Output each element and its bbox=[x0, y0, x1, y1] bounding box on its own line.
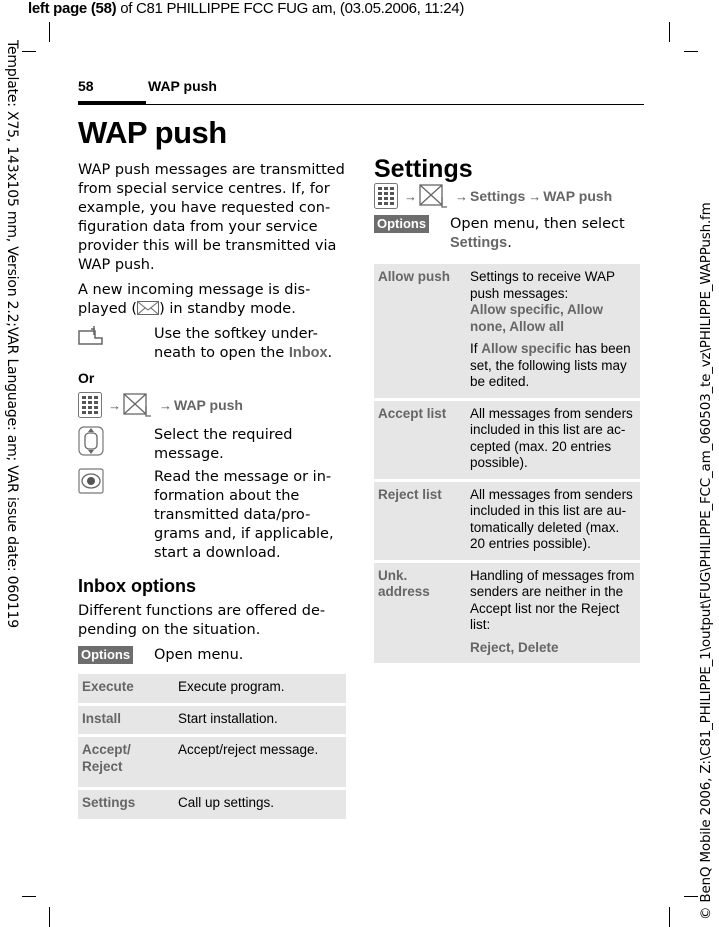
table-row[interactable] bbox=[374, 482, 640, 560]
margin-template-text: Template: X75, 143x105 mm, Version 2.2;VAR Language: am; VAR issue date: 060119 bbox=[4, 40, 20, 628]
option-value: Call up settings. bbox=[174, 790, 346, 819]
arrow-icon: → bbox=[159, 397, 172, 413]
navigation-key-icon bbox=[78, 426, 104, 456]
setting-value: All messages from senders included in this list are ac-cepted (max. 20 entries possible). bbox=[466, 401, 640, 479]
crop-mark bbox=[49, 907, 50, 927]
setting-key: Accept list bbox=[374, 401, 466, 479]
options-softkey[interactable]: Options bbox=[78, 646, 133, 664]
or-label: Or bbox=[78, 370, 95, 386]
text: has been set, the following lists may be edited. bbox=[470, 341, 631, 389]
crop-mark bbox=[49, 22, 50, 42]
crop-mark bbox=[684, 51, 698, 52]
table-row[interactable] bbox=[374, 401, 640, 479]
text: . bbox=[507, 235, 512, 251]
print-header bbox=[28, 0, 464, 17]
inbox-options-table bbox=[78, 671, 346, 822]
settings-table bbox=[374, 261, 640, 666]
menu-grid-icon bbox=[374, 183, 398, 209]
inbox-link-text: Inbox bbox=[288, 345, 328, 361]
options-softkey[interactable]: Options bbox=[374, 215, 429, 233]
header-rule bbox=[146, 104, 644, 105]
setting-value: All messages from senders included in this list are au-tomatically deleted (max. 20 entries possible). bbox=[466, 482, 640, 560]
page-title: WAP push bbox=[78, 115, 227, 150]
crop-mark bbox=[22, 51, 36, 52]
print-header-page: left page (58) bbox=[28, 0, 117, 17]
softkey-step bbox=[78, 325, 348, 363]
table-row[interactable] bbox=[78, 674, 346, 703]
text: Allow specific bbox=[481, 341, 572, 356]
right-column bbox=[374, 155, 642, 666]
text: Use the softkey under-neath to open the bbox=[154, 326, 318, 361]
option-value: Accept/reject message. bbox=[174, 737, 346, 787]
text: Open menu, then select bbox=[450, 216, 625, 232]
table-row[interactable] bbox=[78, 706, 346, 735]
message-icon bbox=[419, 183, 449, 209]
path-step: Settings bbox=[470, 187, 526, 204]
new-message-paragraph bbox=[78, 281, 348, 319]
settings-menu-path bbox=[374, 183, 642, 209]
step-text: Select the required message. bbox=[154, 427, 293, 462]
table-row[interactable] bbox=[78, 737, 346, 787]
text: ) in standby mode. bbox=[159, 301, 296, 317]
crop-mark bbox=[669, 907, 670, 927]
text: Settings to receive WAP push messages: bbox=[470, 269, 615, 301]
text: If bbox=[470, 341, 482, 356]
envelope-icon bbox=[137, 301, 159, 315]
setting-key: Unk. address bbox=[374, 563, 466, 664]
text: . bbox=[327, 345, 333, 361]
text: A new incoming message is dis-played ( bbox=[78, 282, 311, 317]
intro-paragraph: WAP push messages are transmitted from special service centres. If, for example, you have requested con-figuration data from your service provider this will be transmitted via WAP push. bbox=[78, 162, 345, 273]
option-value: Execute program. bbox=[174, 674, 346, 703]
text: Handling of messages from senders are neither in the Accept list nor the Reject list: bbox=[470, 567, 635, 632]
path-step: WAP push bbox=[543, 187, 613, 204]
header-rule-thick bbox=[78, 101, 146, 105]
crop-mark bbox=[669, 22, 670, 42]
setting-value bbox=[466, 264, 640, 398]
option-value: Start installation. bbox=[174, 706, 346, 735]
center-key-icon bbox=[78, 468, 104, 494]
option-key: Settings bbox=[78, 790, 174, 819]
arrow-icon: → bbox=[528, 188, 542, 204]
message-icon bbox=[123, 392, 153, 418]
table-row[interactable] bbox=[78, 790, 346, 819]
option-key: Accept/ Reject bbox=[78, 737, 174, 787]
arrow-icon: → bbox=[404, 188, 417, 204]
page-number: 58 bbox=[78, 78, 94, 94]
menu-grid-icon bbox=[78, 392, 102, 418]
step-select bbox=[78, 426, 348, 464]
path-target: WAP push bbox=[174, 396, 243, 413]
crop-mark bbox=[22, 896, 36, 897]
left-column bbox=[78, 161, 348, 822]
margin-copyright bbox=[698, 120, 718, 920]
arrow-icon: → bbox=[108, 397, 121, 413]
margin-copyright-text: © BenQ Mobile 2006, Z:\C81_PHILIPPE_1\output\FUG\PHILIPPE_FCC_am_060503_te_vz\PHILIPPE_WAPPush.fm bbox=[698, 202, 714, 920]
softkey-text: Open menu. bbox=[154, 647, 244, 663]
softkey-icon bbox=[78, 325, 104, 345]
margin-template-info bbox=[2, 40, 22, 700]
settings-heading: Settings bbox=[374, 155, 473, 183]
setting-options: Reject, Delete bbox=[470, 639, 559, 655]
inbox-options-intro: Different functions are offered de-pending on the situation. bbox=[78, 603, 326, 638]
setting-key: Allow push bbox=[374, 264, 466, 398]
options-softkey-row bbox=[78, 646, 348, 665]
table-row[interactable] bbox=[374, 264, 640, 398]
step-text: Read the message or in-formation about the transmitted data/pro-grams and, if applicable, start a download. bbox=[154, 469, 334, 561]
running-section-title: WAP push bbox=[148, 78, 217, 94]
settings-softkey-row bbox=[374, 215, 642, 253]
table-row[interactable] bbox=[374, 563, 640, 664]
option-key: Install bbox=[78, 706, 174, 735]
setting-options: Allow specific, Allow none, Allow all bbox=[470, 302, 604, 334]
settings-link-text: Settings bbox=[450, 235, 508, 251]
inbox-options-heading: Inbox options bbox=[78, 576, 196, 596]
arrow-icon: → bbox=[455, 188, 468, 204]
option-key: Execute bbox=[78, 674, 174, 703]
step-read bbox=[78, 468, 348, 563]
setting-value bbox=[466, 563, 640, 664]
menu-path bbox=[78, 392, 348, 418]
print-header-info: of C81 PHILLIPPE FCC FUG am, (03.05.2006, 11:24) bbox=[116, 0, 465, 17]
crop-mark bbox=[684, 896, 698, 897]
setting-key: Reject list bbox=[374, 482, 466, 560]
